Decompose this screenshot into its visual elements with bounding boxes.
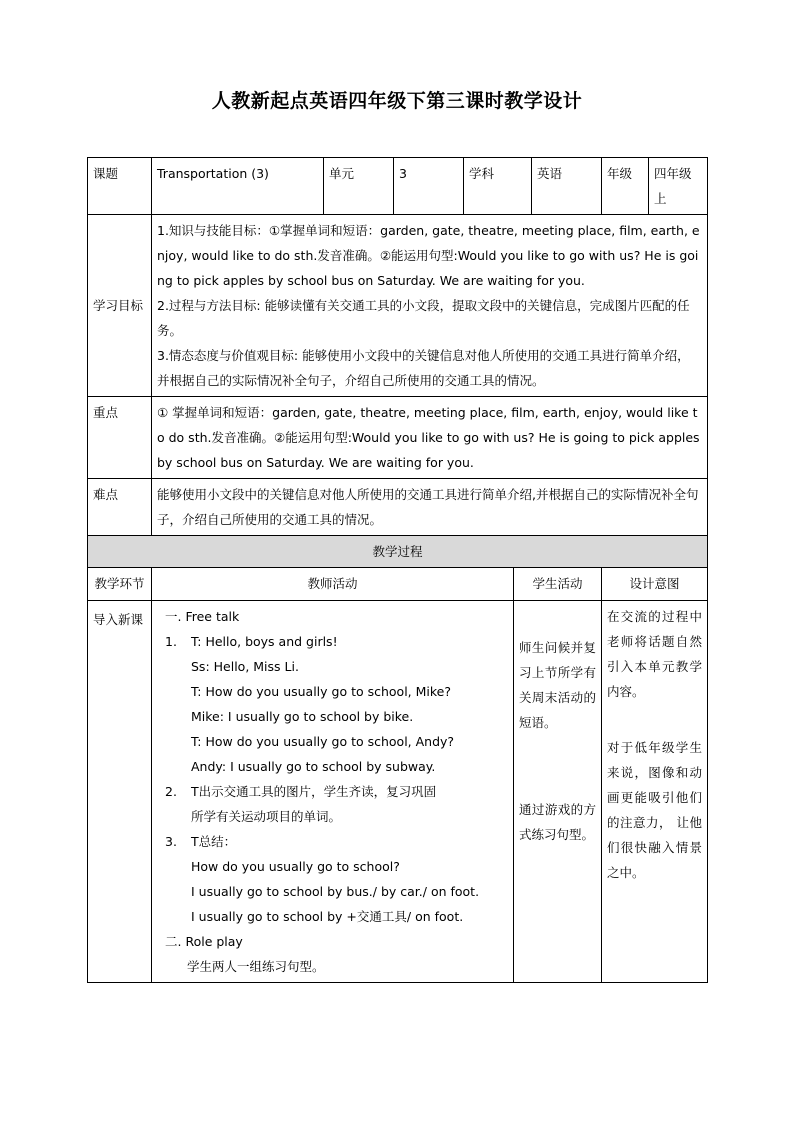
summary-line: How do you usually go to school? bbox=[191, 859, 400, 874]
column-header-row bbox=[88, 568, 708, 601]
difficulty-row bbox=[88, 479, 708, 536]
dialogue-line: Andy: I usually go to school by subway. bbox=[191, 759, 436, 774]
activity-line: 学生两人一组练习句型。 bbox=[187, 959, 325, 974]
summary-line: I usually go to school by +交通工具/ on foot. bbox=[191, 909, 464, 924]
keypoints-label: 重点 bbox=[88, 397, 152, 479]
objective-process: 2.过程与方法目标: 能够读懂有关交通工具的小文段，提取文段中的关键信息，完成图片匹配的任务。 bbox=[157, 298, 690, 338]
activity-line: 所学有关运动项目的单词。 bbox=[191, 809, 342, 824]
summary-line: I usually go to school by bus./ by car./ on foot. bbox=[191, 884, 480, 899]
process-title: 教学过程 bbox=[88, 536, 708, 568]
column-intent: 设计意图 bbox=[602, 568, 708, 601]
activity-line: 3. T总结： bbox=[157, 829, 508, 854]
dialogue-line: 1. T: Hello, boys and girls! bbox=[157, 629, 508, 654]
subject-value: 英语 bbox=[532, 158, 602, 215]
section-role-play: 二. Role play bbox=[165, 934, 243, 949]
design-intent bbox=[602, 601, 708, 983]
subject-label: 学科 bbox=[464, 158, 532, 215]
objective-attitude: 3.情态态度与价值观目标: 能够使用小文段中的关键信息对他人所使用的交通工具进行简单介绍，并根据自己的实际情况补全句子，介绍自己所使用的交通工具的情况。 bbox=[157, 348, 690, 388]
objectives-content bbox=[152, 215, 708, 397]
stage-name: 导入新课 bbox=[88, 601, 152, 983]
item-number: 1. bbox=[165, 634, 177, 649]
topic-label: 课题 bbox=[88, 158, 152, 215]
column-teacher: 教师活动 bbox=[152, 568, 514, 601]
stage-row-intro bbox=[88, 601, 708, 983]
section-free-talk: 一. Free talk bbox=[165, 609, 240, 624]
column-student: 学生活动 bbox=[514, 568, 602, 601]
item-number: 2. bbox=[165, 784, 177, 799]
keypoints-content: ① 掌握单词和短语：garden, gate, theatre, meeting place, film, earth, enjoy, would like to do sth.发音准确。②能运用句型:Would you like to go with us? He is going to pick apples by school bus on Saturday. We are waiting for you. bbox=[152, 397, 708, 479]
student-activity-1: 师生问候并复习上节所学有关周末活动的短语。 bbox=[519, 640, 597, 730]
design-intent-2: 对于低年级学生来说，图像和动画更能吸引他们的注意力， 让他们很快融入情景之中。 bbox=[607, 740, 703, 880]
difficulty-content: 能够使用小文段中的关键信息对他人所使用的交通工具进行简单介绍,并根据自己的实际情况补全句子，介绍自己所使用的交通工具的情况。 bbox=[152, 479, 708, 536]
column-stage: 教学环节 bbox=[88, 568, 152, 601]
objectives-row bbox=[88, 215, 708, 397]
difficulty-label: 难点 bbox=[88, 479, 152, 536]
page-title: 人教新起点英语四年级下第三课时教学设计 bbox=[211, 90, 583, 112]
process-title-row bbox=[88, 536, 708, 568]
lesson-plan-table bbox=[87, 157, 708, 983]
objectives-label: 学习目标 bbox=[88, 215, 152, 397]
topic-value: Transportation (3) bbox=[152, 158, 324, 215]
dialogue-line: T: How do you usually go to school, Andy? bbox=[191, 734, 455, 749]
grade-value: 四年级上 bbox=[649, 158, 708, 215]
activity-line: 2. T出示交通工具的图片，学生齐读，复习巩固 bbox=[157, 779, 508, 804]
keypoints-row bbox=[88, 397, 708, 479]
design-intent-1: 在交流的过程中老师将话题自然引入本单元教学内容。 bbox=[607, 609, 703, 699]
dialogue-line: T: How do you usually go to school, Mike? bbox=[191, 684, 451, 699]
grade-label: 年级 bbox=[602, 158, 649, 215]
dialogue-line: Ss: Hello, Miss Li. bbox=[191, 659, 299, 674]
unit-label: 单元 bbox=[324, 158, 394, 215]
header-row bbox=[88, 158, 708, 215]
objective-knowledge: 1.知识与技能目标：①掌握单词和短语：garden, gate, theatre, meeting place, film, earth, enjoy, would like to do sth.发音准确。②能运用句型:Would you like to go with us? He is going to pick apples by school bus on Saturday. We are waiting for you. bbox=[157, 223, 700, 288]
dialogue-line: Mike: I usually go to school by bike. bbox=[191, 709, 414, 724]
student-activity-2: 通过游戏的方式练习句型。 bbox=[519, 802, 597, 842]
unit-value: 3 bbox=[394, 158, 464, 215]
teacher-activity bbox=[152, 601, 514, 983]
item-number: 3. bbox=[165, 834, 177, 849]
student-activity bbox=[514, 601, 602, 983]
